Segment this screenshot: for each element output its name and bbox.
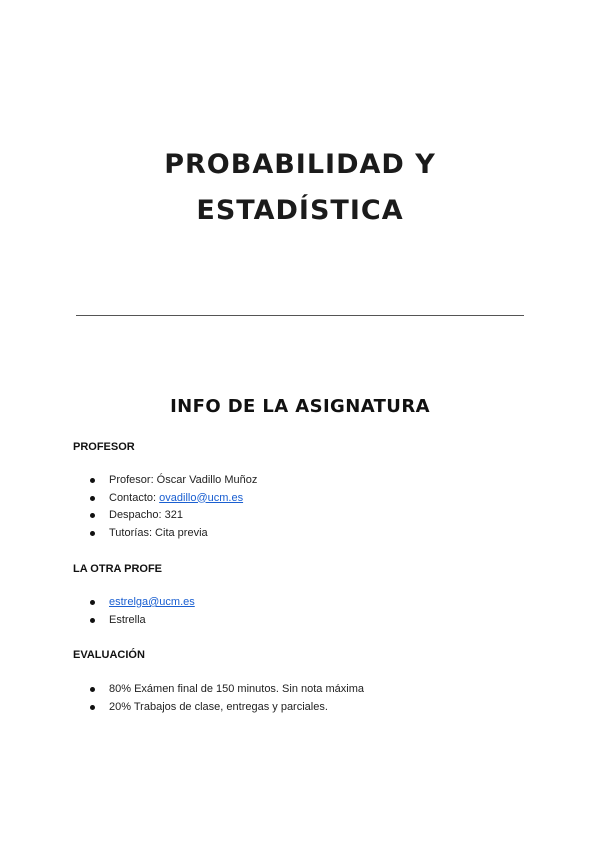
despacho-text: Despacho: 321 <box>109 509 183 521</box>
bullet-icon <box>90 705 95 710</box>
section-title: INFO DE LA ASIGNATURA <box>170 396 430 417</box>
otra-profe-list <box>73 594 195 629</box>
list-item <box>73 525 257 543</box>
evaluacion-examen: 80% Exámen final de 150 minutos. Sin nota máxima <box>109 683 364 695</box>
list-item <box>73 612 195 630</box>
evaluacion-heading: EVALUACIÓN <box>73 649 145 661</box>
tutorias-text: Tutorías: Cita previa <box>109 526 208 539</box>
bullet-icon <box>90 618 95 623</box>
profesor-list <box>73 472 257 542</box>
bullet-icon <box>90 600 95 605</box>
list-item <box>73 594 195 612</box>
document-title <box>0 142 600 234</box>
otra-profe-email-link[interactable]: estrelga@ucm.es <box>109 596 195 608</box>
profesor-email-link[interactable]: ovadillo@ucm.es <box>159 491 244 504</box>
list-item <box>73 681 364 699</box>
title-line-2: ESTADÍSTICA <box>196 195 404 226</box>
horizontal-divider <box>76 315 524 316</box>
list-item <box>73 507 257 525</box>
profesor-name: Profesor: Óscar Vadillo Muñoz <box>109 474 258 486</box>
evaluacion-trabajos: 20% Trabajos de clase, entregas y parciales. <box>109 700 328 713</box>
bullet-icon <box>90 687 95 692</box>
list-item <box>73 699 364 717</box>
title-line-1: PROBABILIDAD Y <box>164 149 436 180</box>
bullet-icon <box>90 513 95 518</box>
profesor-heading: PROFESOR <box>73 441 135 453</box>
bullet-icon <box>90 478 95 483</box>
list-item <box>73 472 257 490</box>
contacto-label: Contacto: <box>109 491 160 504</box>
bullet-icon <box>90 496 95 501</box>
bullet-icon <box>90 531 95 536</box>
otra-profe-name: Estrella <box>109 613 146 626</box>
list-item <box>73 490 257 508</box>
otra-profe-heading: LA OTRA PROFE <box>73 563 163 575</box>
evaluacion-list <box>73 681 364 716</box>
